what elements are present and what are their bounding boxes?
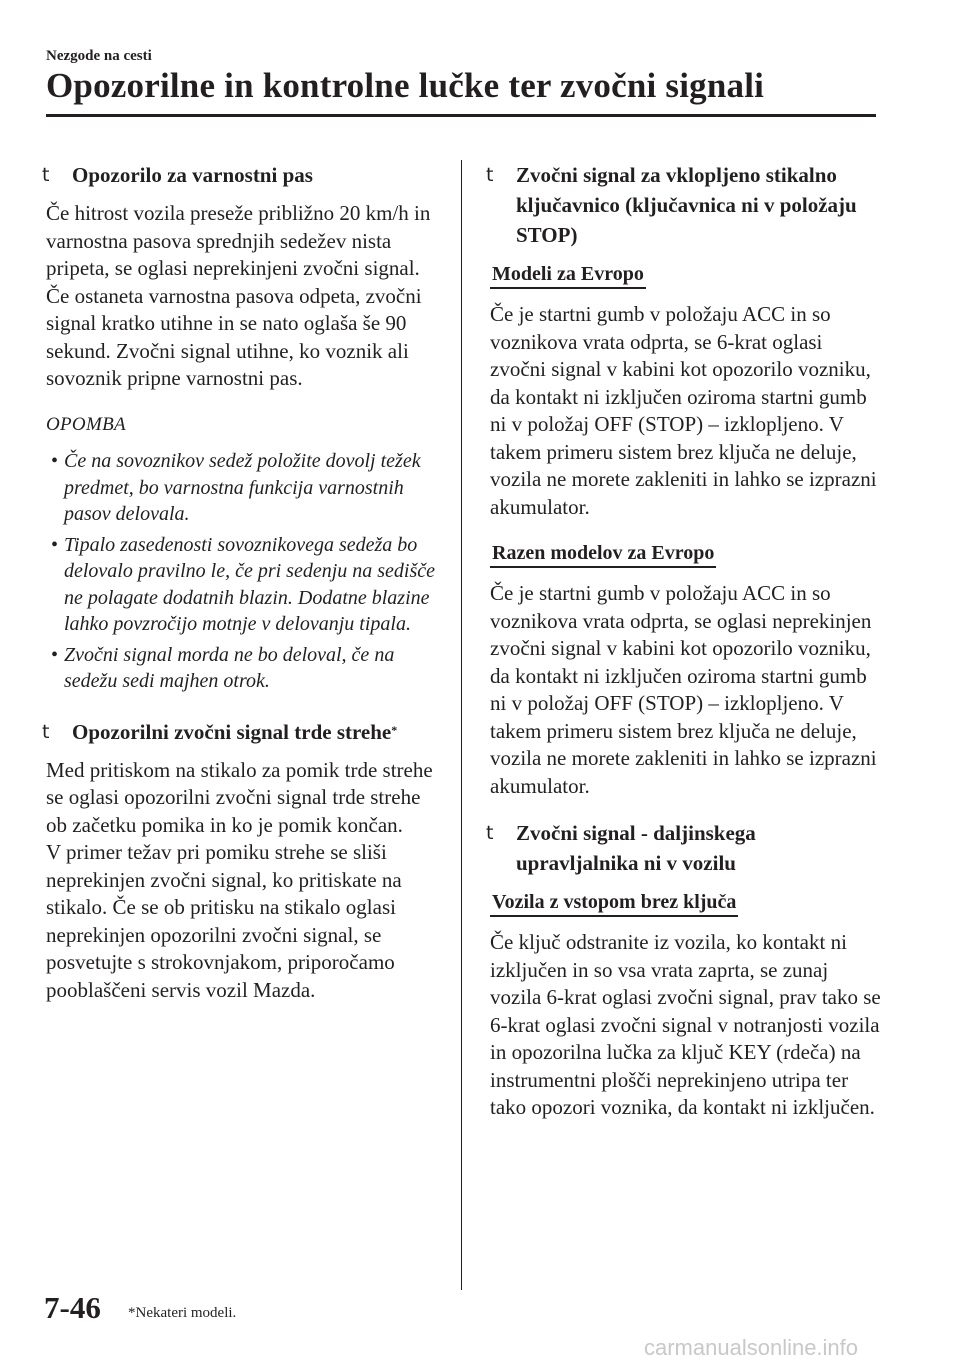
bullet-dot-icon: • xyxy=(51,643,59,666)
footnote: *Nekateri modeli. xyxy=(128,1305,237,1321)
section-heading-text: Zvočni signal za vklopljeno stikalno ključavnico (ključavnica ni v položaju STOP) xyxy=(516,163,857,247)
paragraph: Če je startni gumb v položaju ACC in so voznikova vrata odprta, se oglasi neprekinjen zvočni signal v kabini kot opozorilo vozniku, da kontakt ni izključen oziroma startni gumb ni v položaj OFF (STOP) – izklopljeno. V takem primeru sistem brez ključa ne deluje, vozila ne morete zakleniti in lahko se izprazni akumulator. xyxy=(490,581,877,798)
footnote-mark: * xyxy=(391,722,398,737)
page-title: Opozorilne in kontrolne lučke ter zvočni signali xyxy=(46,66,765,105)
bullet-dot-icon: • xyxy=(51,533,59,556)
note-item xyxy=(51,532,446,638)
watermark: carmanualsonline.info xyxy=(644,1335,859,1360)
paragraph: Če hitrost vozila preseže približno 20 km/h in varnostna pasova sprednjih sedežev nista pripeta, se oglasi neprekinjeni zvočni signal. Če ostaneta varnostna pasova odpeta, zvočni signal kratko utihne in se nato oglaša še 90 sekund. Zvočni signal utihne, ko voznik ali sovoznik pripne varnostni pas. xyxy=(46,201,431,390)
section-heading-text: Opozorilni zvočni signal trde strehe xyxy=(72,719,392,744)
page-number: 7-46 xyxy=(44,1290,101,1325)
paragraph: Če je startni gumb v položaju ACC in so voznikova vrata odprta, se 6-krat oglasi zvočni signal v kabini kot opozorilo vozniku, da kontakt ni izključen oziroma startni gumb ni v položaj OFF (STOP) – izklopljeno. V takem primeru sistem brez ključa ne deluje, vozila ne morete zakleniti in lahko se izprazni akumulator. xyxy=(490,302,877,519)
left-column xyxy=(42,160,446,1022)
section-heading-ignition-chime xyxy=(486,160,882,250)
section-heading-hardtop-chime xyxy=(42,717,446,747)
section-heading-seatbelt-warning xyxy=(42,160,446,190)
note-text: Tipalo zasedenosti sovoznikovega sedeža bo delovalo pravilno le, če pri sedenju na sedišče ne polagate dodatnih blazin. Dodatne blazine lahko povzročijo motnje v delovanju tipala. xyxy=(64,533,436,635)
model-label-europe: Modeli za Evropo xyxy=(490,262,646,289)
model-label-keyless: Vozila z vstopom brez ključa xyxy=(490,890,738,917)
note-list xyxy=(46,448,446,695)
note-title: OPOMBA xyxy=(46,413,126,435)
section-heading-text: Opozorilo za varnostni pas xyxy=(72,163,313,187)
section-bullet-icon: t xyxy=(486,822,494,844)
section-bullet-icon: t xyxy=(486,164,494,186)
note-text: Zvočni signal morda ne bo deloval, če na sedežu sedi majhen otrok. xyxy=(64,643,395,692)
section-bullet-icon: t xyxy=(42,720,50,743)
right-column xyxy=(486,160,882,1140)
section-heading-remote-missing xyxy=(486,818,882,878)
paragraph: V primer težav pri pomiku strehe se sliši neprekinjen zvočni signal, ko pritiskate na stikalo. Če se ob pritisku na stikalo oglasi neprekinjen opozorilni zvočni signal, se posvetujte s strokovnjakom, priporočamo pooblaščeni servis vozil Mazda. xyxy=(46,840,402,1002)
section-heading-text: Zvočni signal - daljinskega upravljalnika ni v vozilu xyxy=(516,821,756,875)
paragraph: Če ključ odstranite iz vozila, ko kontakt ni izključen in so vsa vrata zaprta, se zunaj vozila 6-krat oglasi zvočni signal, prav tako se 6-krat oglasi zvočni signal v notranjosti vozila in opozorilna lučka za ključ KEY (rdeča) na instrumentni plošči neprekinjeno utripa ter tako opozori voznika, da kontakt ni izključen. xyxy=(490,930,881,1119)
title-rule xyxy=(46,114,876,117)
column-divider xyxy=(461,160,462,1290)
paragraph: Med pritiskom na stikalo za pomik trde strehe se oglasi opozorilni zvočni signal trde strehe ob začetku pomika in ko je pomik končan. xyxy=(46,757,433,837)
note-text: Če na sovoznikov sedež položite dovolj težek predmet, bo varnostna funkcija varnostnih pasov delovala. xyxy=(64,450,421,525)
breadcrumb: Nezgode na cesti xyxy=(46,48,152,64)
note-item xyxy=(51,642,446,695)
model-label-non-europe: Razen modelov za Evropo xyxy=(490,541,716,568)
section-bullet-icon: t xyxy=(42,164,50,186)
note-item xyxy=(51,448,446,528)
bullet-dot-icon: • xyxy=(51,450,59,472)
